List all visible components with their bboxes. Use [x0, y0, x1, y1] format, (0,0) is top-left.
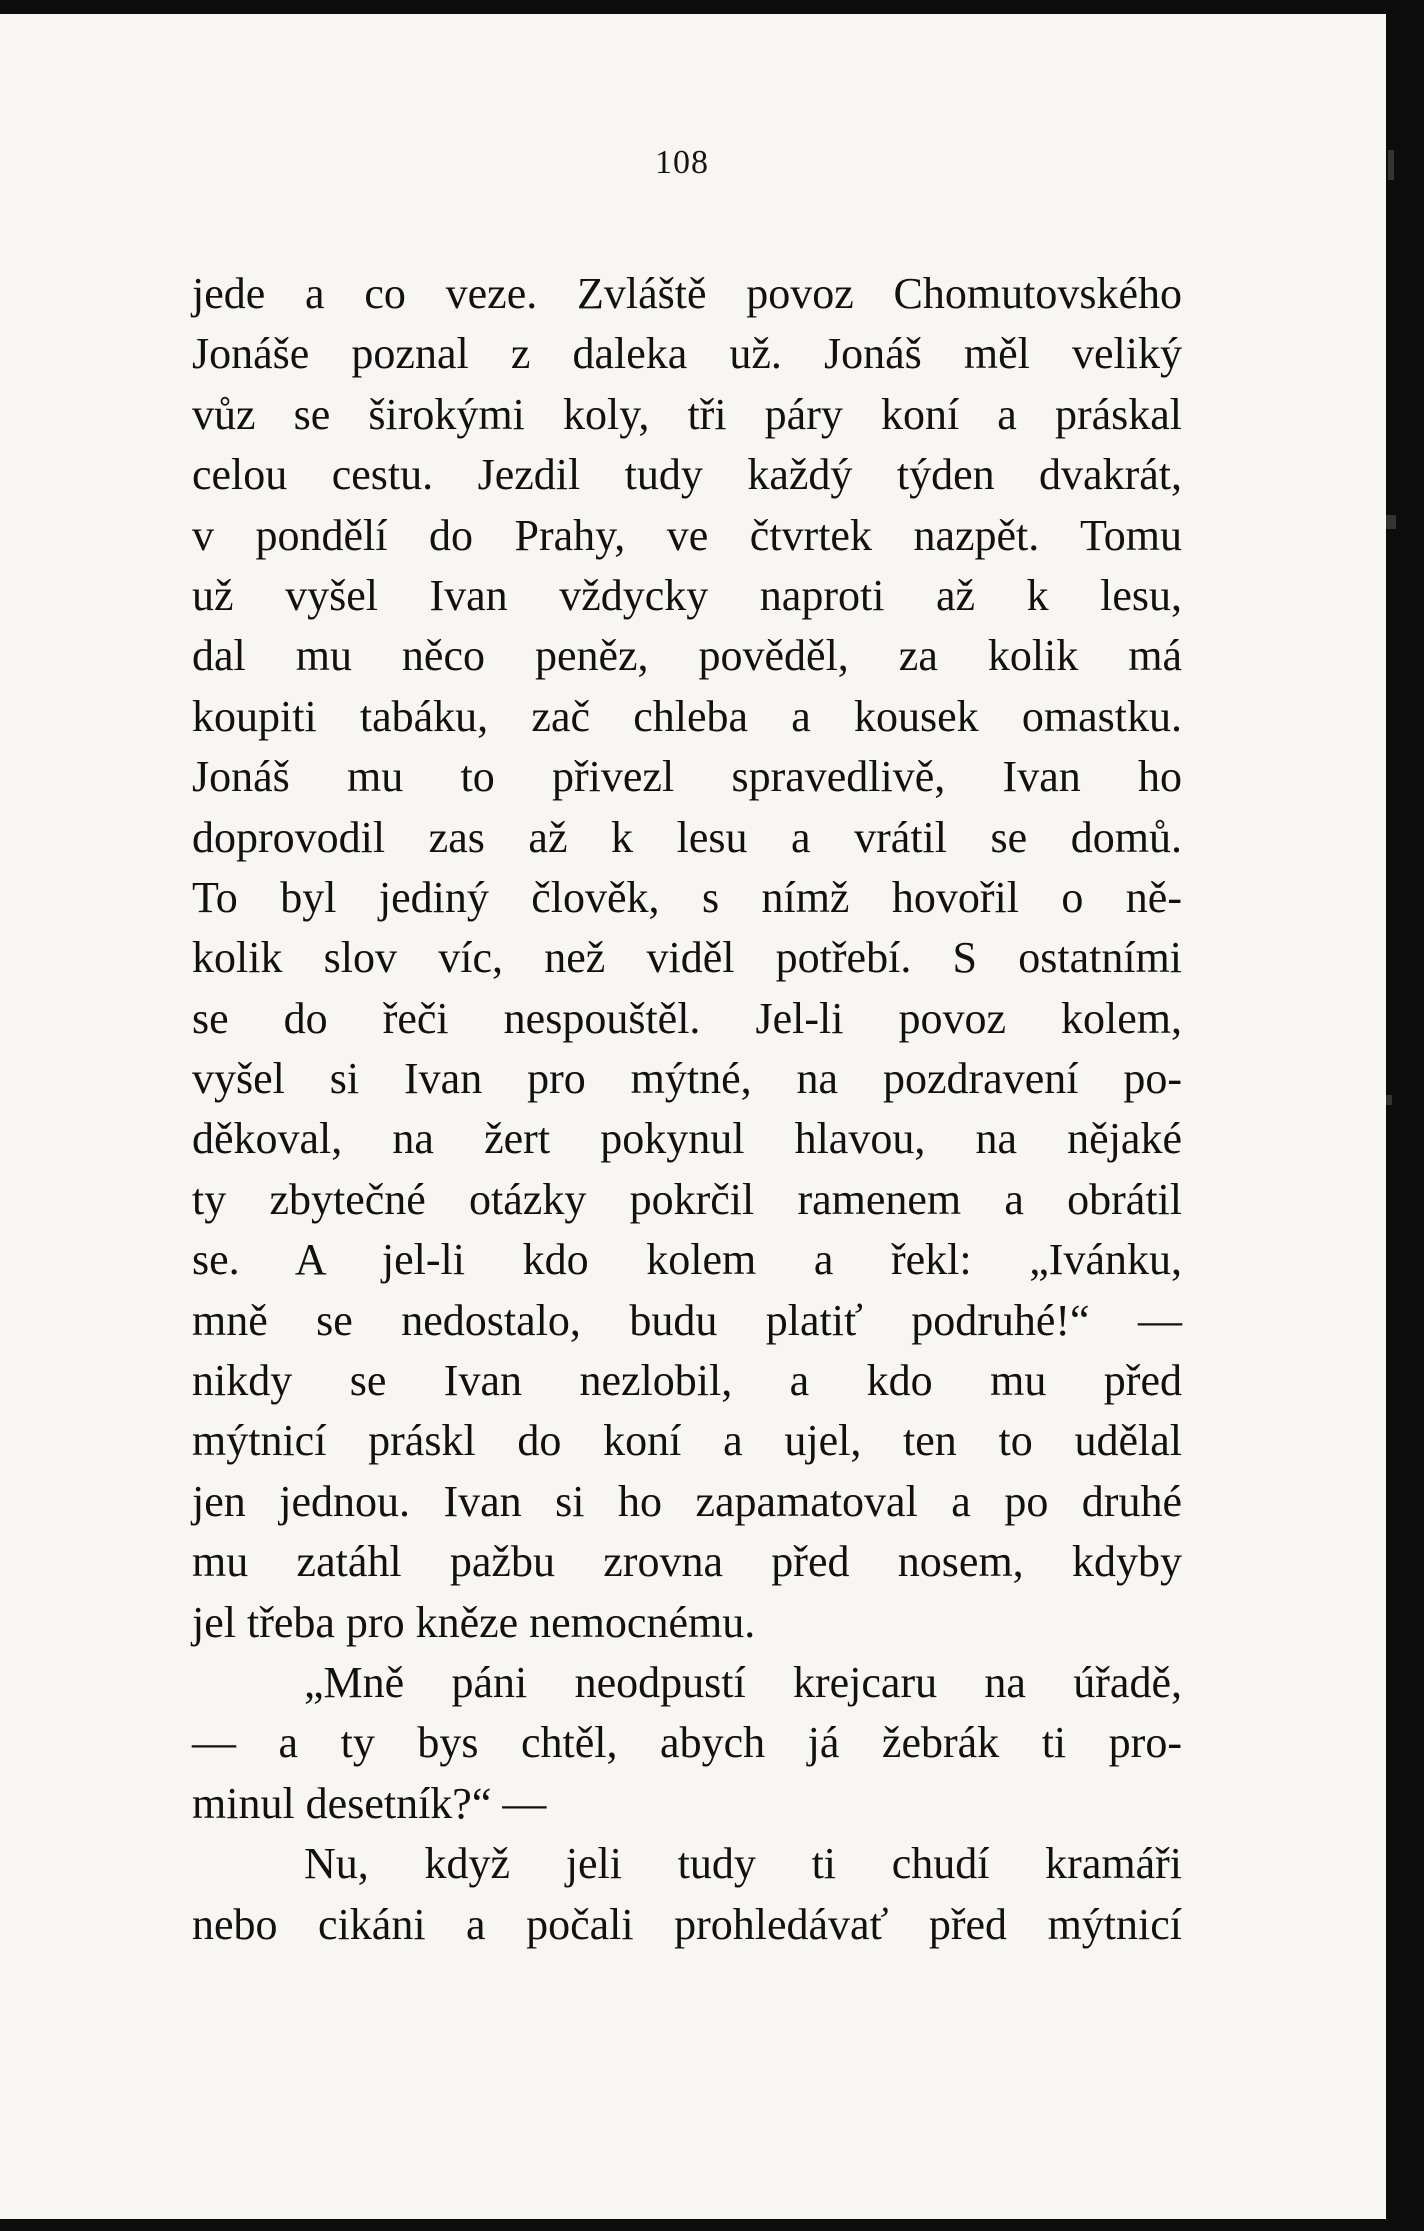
text-line: Jonáš mu to přivezl spravedlivě, Ivan ho: [192, 752, 1182, 802]
text-line: vyšel si Ivan pro mýtné, na pozdravení po-: [192, 1054, 1182, 1104]
text-line: děkoval, na žert pokynul hlavou, na nějaké: [192, 1114, 1182, 1164]
edge-mark: [1388, 150, 1394, 180]
book-page: [0, 14, 1389, 2219]
text-line: už vyšel Ivan vždycky naproti až k lesu,: [192, 570, 1182, 620]
page-edge: [1386, 0, 1424, 2231]
text-line: — a ty bys chtěl, abych já žebrák ti pro-: [192, 1718, 1182, 1768]
edge-mark: [1386, 515, 1396, 529]
text-line: To byl jediný člověk, s nímž hovořil o ně-: [192, 872, 1182, 922]
text-line: mně se nedostalo, budu platiť podruhé!“ —: [192, 1295, 1182, 1345]
text-line: dal mu něco peněz, pověděl, za kolik má: [192, 631, 1182, 681]
text-line: celou cestu. Jezdil tudy každý týden dvakrát,: [192, 450, 1182, 500]
text-line: se do řeči nespouštěl. Jel-li povoz kolem,: [192, 993, 1182, 1043]
text-line: nikdy se Ivan nezlobil, a kdo mu před: [192, 1356, 1182, 1406]
text-line: mu zatáhl pažbu zrovna před nosem, kdyby: [192, 1537, 1182, 1587]
text-line: Jonáše poznal z daleka už. Jonáš měl veliký: [192, 329, 1182, 379]
text-line: doprovodil zas až k lesu a vrátil se domů.: [192, 812, 1182, 862]
text-line: se. A jel-li kdo kolem a řekl: „Ivánku,: [192, 1235, 1182, 1285]
text-line: v pondělí do Prahy, ve čtvrtek nazpět. Tomu: [192, 510, 1182, 560]
text-line: koupiti tabáku, zač chleba a kousek omastku.: [192, 691, 1182, 741]
text-line: Nu, když jeli tudy ti chudí kramáři: [304, 1839, 1182, 1889]
text-line: vůz se širokými koly, tři páry koní a práskal: [192, 389, 1182, 439]
text-line: ty zbytečné otázky pokrčil ramenem a obrátil: [192, 1174, 1182, 1224]
text-line: jede a co veze. Zvláště povoz Chomutovského: [192, 269, 1182, 318]
body-text: [192, 264, 1182, 1955]
text-line: jel třeba pro kněze nemocnému.: [192, 1597, 756, 1647]
text-line: jen jednou. Ivan si ho zapamatoval a po druhé: [192, 1476, 1182, 1526]
text-line: minul desetník?“ —: [192, 1778, 547, 1828]
text-line: „Mně páni neodpustí krejcaru na úřadě,: [304, 1657, 1182, 1707]
text-line: kolik slov víc, než viděl potřebí. S ostatními: [192, 933, 1182, 983]
edge-mark: [1386, 1095, 1392, 1105]
text-line: mýtnicí práskl do koní a ujel, ten to udělal: [192, 1416, 1182, 1466]
page-number: 108: [655, 144, 709, 181]
text-line: nebo cikáni a počali prohledávať před mýtnicí: [192, 1899, 1182, 1949]
